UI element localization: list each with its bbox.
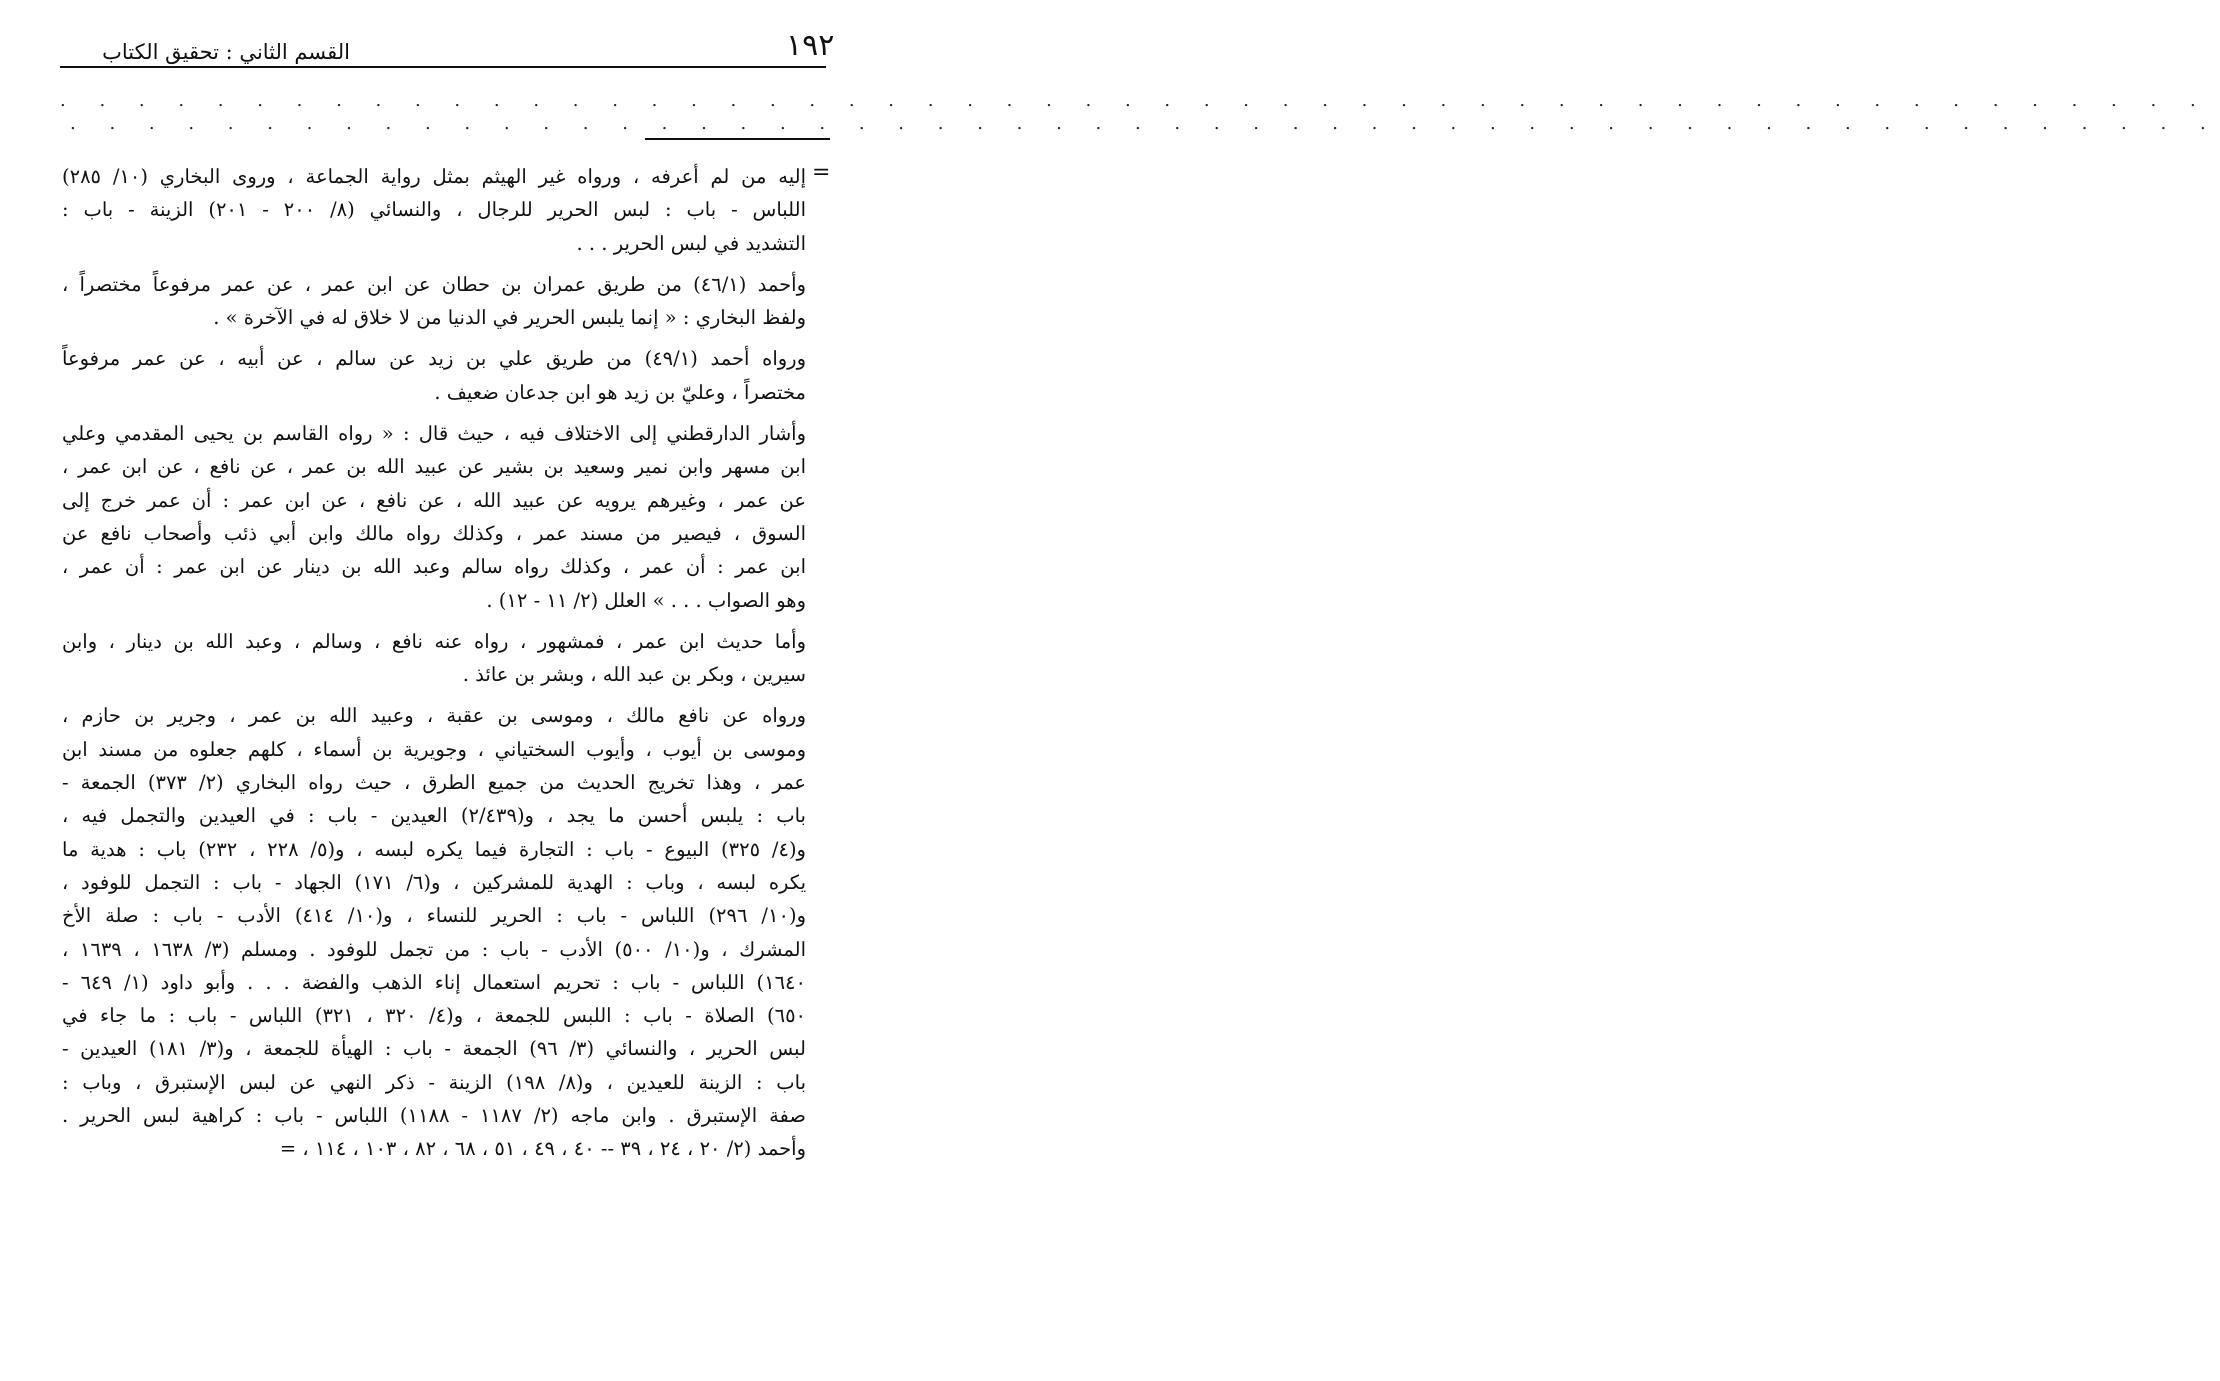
header-rule <box>60 66 826 68</box>
text-line: و(١٠/ ٢٩٦) اللباس - باب : الحرير للنساء ، و(١٠/ ٤١٤) الأدب - باب : صلة الأخ <box>62 904 806 928</box>
text-line: باب : يلبس أحسن ما يجد ، و(٢/٤٣٩) العيدين - باب : في العيدين والتجمل فيه ، <box>62 804 806 828</box>
text-line: المشرك ، و(١٠/ ٥٠٠) الأدب - باب : من تجمل للوفود . ومسلم (٣/ ١٦٣٨ ، ١٦٣٩ ، <box>62 937 806 961</box>
text-line: ورواه أحمد (٤٩/١) من طريق علي بن زيد عن سالم ، عن أبيه ، عن عمر مرفوعاً <box>62 347 806 371</box>
footnote-paragraph <box>62 417 806 617</box>
text-line: ورواه عن نافع مالك ، وموسى بن عقبة ، وعبيد الله بن عمر ، وجرير بن حازم ، <box>62 704 806 728</box>
text-line: سيرين ، وبكر بن عبد الله ، وبشر بن عائذ . <box>462 663 806 687</box>
text-line: ٦٥٠) الصلاة - باب : اللبس للجمعة ، و(٤/ ٣٢٠ ، ٣٢١) اللباس - باب : ما جاء في <box>62 1004 807 1028</box>
text-line: و(٤/ ٣٢٥) البيوع - باب : التجارة فيما يكره لبسه ، و(٥/ ٢٢٨ ، ٢٣٢) باب : هدية ما <box>62 837 806 861</box>
footnote-paragraph <box>62 160 806 260</box>
text-line: عمر ، وهذا تخريج الحديث من جميع الطرق ، حيث رواه البخاري (٢/ ٣٧٣) الجمعة - <box>62 771 806 795</box>
text-line: ابن عمر : أن عمر ، وكذلك رواه سالم وعبد الله بن دينار عن ابن عمر : أن عمر ، <box>62 555 806 579</box>
footnote-paragraph <box>62 625 806 692</box>
text-line: التشديد في لبس الحرير . . . <box>576 231 806 255</box>
text-line: وموسى بن أيوب ، وأيوب السختياني ، وجويرية بن أسماء ، كلهم جعلوه من مسند ابن <box>62 737 806 761</box>
dotted-separator-1: . . . . . . . . . . . . . . . . . . . . . . . . . . . . . . . . . . . . . . . . . . . . . . . . . . . . . . . <box>60 90 2210 111</box>
text-line: باب : الزينة للعيدين ، و(٨/ ١٩٨) الزينة - ذكر النهي عن لبس الإستبرق ، وباب : <box>62 1070 806 1094</box>
running-title: القسم الثاني : تحقيق الكتاب <box>102 40 350 64</box>
text-line: مختصراً ، وعليّ بن زيد هو ابن جدعان ضعيف . <box>434 380 806 404</box>
footnote-text <box>62 160 806 1166</box>
text-line: صفة الإستبرق . وابن ماجه (٢/ ١١٨٧ - ١١٨٨) اللباس - باب : كراهية لبس الحرير . <box>62 1104 806 1128</box>
continuation-mark: = <box>812 160 831 185</box>
text-line: وهو الصواب . . . » العلل (٢/ ١١ - ١٢) . <box>486 588 806 612</box>
page-number: ١٩٢ <box>786 28 835 63</box>
text-line: عن عمر ، وغيرهم يرويه عن عبيد الله ، عن نافع ، عن ابن عمر : أن عمر خرج إلى <box>62 488 806 512</box>
footnote-paragraph <box>62 699 806 1165</box>
text-line: لبس الحرير ، والنسائي (٣/ ٩٦) الجمعة - باب : الهيأة للجمعة ، و(٣/ ١٨١) العيدين - <box>62 1037 806 1061</box>
text-line: اللباس - باب : لبس الحرير للرجال ، والنسائي (٨/ ٢٠٠ - ٢٠١) الزينة - باب : <box>62 198 806 222</box>
text-line: ولفظ البخاري : « إنما يلبس الحرير في الدنيا من لا خلاق له في الآخرة » . <box>213 306 806 330</box>
text-line: إليه من لم أعرفه ، ورواه غير الهيثم بمثل رواية الجماعة ، وروى البخاري (١٠/ ٢٨٥) <box>62 165 806 188</box>
text-line: وأشار الدارقطني إلى الاختلاف فيه ، حيث قال : « رواه القاسم بن يحيى المقدمي وعلي <box>62 422 806 446</box>
dotted-separator-2: . . . . . . . . . . . . . . . . . . . . . . . . . . . . . . . . . . . . . . . . . . . . . . . . . . . . . . . <box>70 113 2220 134</box>
footnote-paragraph <box>62 268 806 335</box>
footnote-rule <box>645 138 830 140</box>
text-line: ابن مسهر وابن نمير وسعيد بن بشير عن عبيد الله بن عمر ، عن نافع ، عن ابن عمر ، <box>62 455 806 479</box>
text-line: وأحمد (٤٦/١) من طريق عمران بن حطان عن ابن عمر ، عن عمر مرفوعاً مختصراً ، <box>62 272 806 296</box>
text-line: وأما حديث ابن عمر ، فمشهور ، رواه عنه نافع ، وسالم ، وعبد الله بن دينار ، وابن <box>62 629 806 653</box>
text-line: وأحمد (٢/ ٢٠ ، ٢٤ ، ٣٩ -- ٤٠ ، ٤٩ ، ٥١ ، ٦٨ ، ٨٢ ، ١٠٣ ، ١١٤ ، = <box>279 1137 806 1161</box>
footnote-paragraph <box>62 342 806 409</box>
text-line: السوق ، فيصير من مسند عمر ، وكذلك رواه مالك وابن أبي ذئب وأصحاب نافع عن <box>62 521 806 545</box>
text-line: يكره لبسه ، وباب : الهدية للمشركين ، و(٦/ ١٧١) الجهاد - باب : التجمل للوفود ، <box>62 870 806 894</box>
text-line: ١٦٤٠) اللباس - باب : تحريم استعمال إناء الذهب والفضة . . . وأبو داود (١/ ٦٤٩ - <box>62 970 806 994</box>
